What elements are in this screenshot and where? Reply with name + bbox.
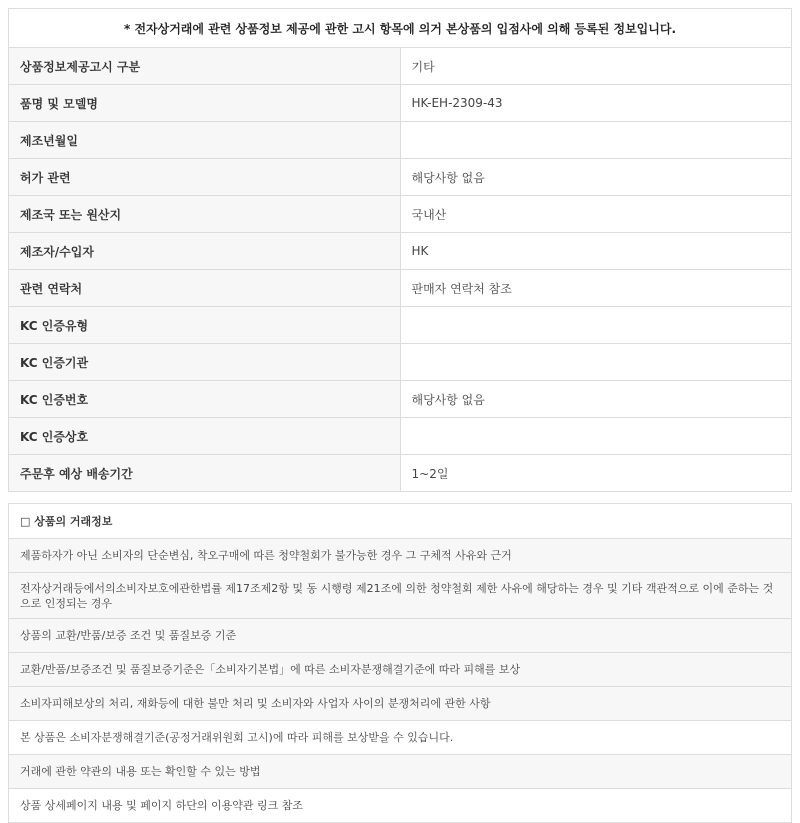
trade-info-question-row <box>9 539 792 573</box>
product-info-label: KC 인증기관 <box>9 344 401 381</box>
product-info-row <box>9 455 792 492</box>
trade-info-body <box>9 504 792 823</box>
notice-text: * 전자상거래에 관련 상품정보 제공에 관한 고시 항목에 의거 본상품의 입점사에 의해 등록된 정보입니다. <box>9 9 792 48</box>
product-info-row <box>9 344 792 381</box>
trade-info-table <box>8 503 792 823</box>
trade-info-question: 소비자피해보상의 처리, 재화등에 대한 불만 처리 및 소비자와 사업자 사이의 분쟁처리에 관한 사항 <box>9 687 792 721</box>
product-info-row <box>9 418 792 455</box>
trade-info-question-row <box>9 653 792 687</box>
product-info-value: HK <box>400 233 792 270</box>
trade-info-header-row <box>9 504 792 539</box>
product-info-label: 제조년월일 <box>9 122 401 159</box>
trade-info-question: 교환/반품/보증조건 및 품질보증기준은「소비자기본법」에 따른 소비자분쟁해결기준에 따라 피해를 보상 <box>9 653 792 687</box>
product-info-label: 품명 및 모델명 <box>9 85 401 122</box>
product-info-row <box>9 122 792 159</box>
product-info-body <box>9 9 792 492</box>
product-info-value: 1~2일 <box>400 455 792 492</box>
trade-info-question: 제품하자가 아닌 소비자의 단순변심, 착오구매에 따른 청약철회가 불가능한 경우 그 구체적 사유와 근거 <box>9 539 792 573</box>
trade-info-answer: 본 상품은 소비자분쟁해결기준(공정거래위원회 고시)에 따라 피해를 보상받을 수 있습니다. <box>9 721 792 755</box>
trade-info-title: □ 상품의 거래정보 <box>9 504 792 539</box>
product-info-value: 판매자 연락처 참조 <box>400 270 792 307</box>
product-info-label: 제조자/수입자 <box>9 233 401 270</box>
trade-info-question: 상품의 교환/반품/보증 조건 및 품질보증 기준 <box>9 619 792 653</box>
product-info-row <box>9 233 792 270</box>
product-info-row <box>9 307 792 344</box>
product-info-value: 해당사항 없음 <box>400 381 792 418</box>
product-info-value <box>400 307 792 344</box>
trade-info-answer: 상품 상세페이지 내용 및 페이지 하단의 이용약관 링크 참조 <box>9 789 792 823</box>
trade-info-question-row <box>9 687 792 721</box>
product-info-row <box>9 270 792 307</box>
product-info-table <box>8 8 792 492</box>
product-notice-container <box>8 8 792 823</box>
product-info-value <box>400 122 792 159</box>
product-info-value: 해당사항 없음 <box>400 159 792 196</box>
product-info-label: 관련 연락처 <box>9 270 401 307</box>
product-info-label: 주문후 예상 배송기간 <box>9 455 401 492</box>
trade-info-question-row <box>9 755 792 789</box>
trade-info-answer-row <box>9 721 792 755</box>
product-info-label: 상품정보제공고시 구분 <box>9 48 401 85</box>
product-info-label: 허가 관련 <box>9 159 401 196</box>
product-info-label: KC 인증유형 <box>9 307 401 344</box>
trade-info-question-row <box>9 619 792 653</box>
product-info-value: 기타 <box>400 48 792 85</box>
trade-info-answer-row <box>9 789 792 823</box>
notice-row <box>9 9 792 48</box>
product-info-row <box>9 85 792 122</box>
product-info-label: 제조국 또는 원산지 <box>9 196 401 233</box>
product-info-value: 국내산 <box>400 196 792 233</box>
trade-info-question: 거래에 관한 약관의 내용 또는 확인할 수 있는 방법 <box>9 755 792 789</box>
product-info-value <box>400 418 792 455</box>
product-info-value: HK-EH-2309-43 <box>400 85 792 122</box>
product-info-value <box>400 344 792 381</box>
trade-info-question-row <box>9 573 792 619</box>
product-info-row <box>9 196 792 233</box>
product-info-row <box>9 48 792 85</box>
product-info-label: KC 인증번호 <box>9 381 401 418</box>
product-info-label: KC 인증상호 <box>9 418 401 455</box>
product-info-row <box>9 381 792 418</box>
trade-info-question: 전자상거래등에서의소비자보호에관한법률 제17조제2항 및 동 시행령 제21조에 의한 청약철회 제한 사유에 해당하는 경우 및 기타 객관적으로 이에 준하는 것으로 인정되는 경우 <box>9 573 792 619</box>
product-info-row <box>9 159 792 196</box>
